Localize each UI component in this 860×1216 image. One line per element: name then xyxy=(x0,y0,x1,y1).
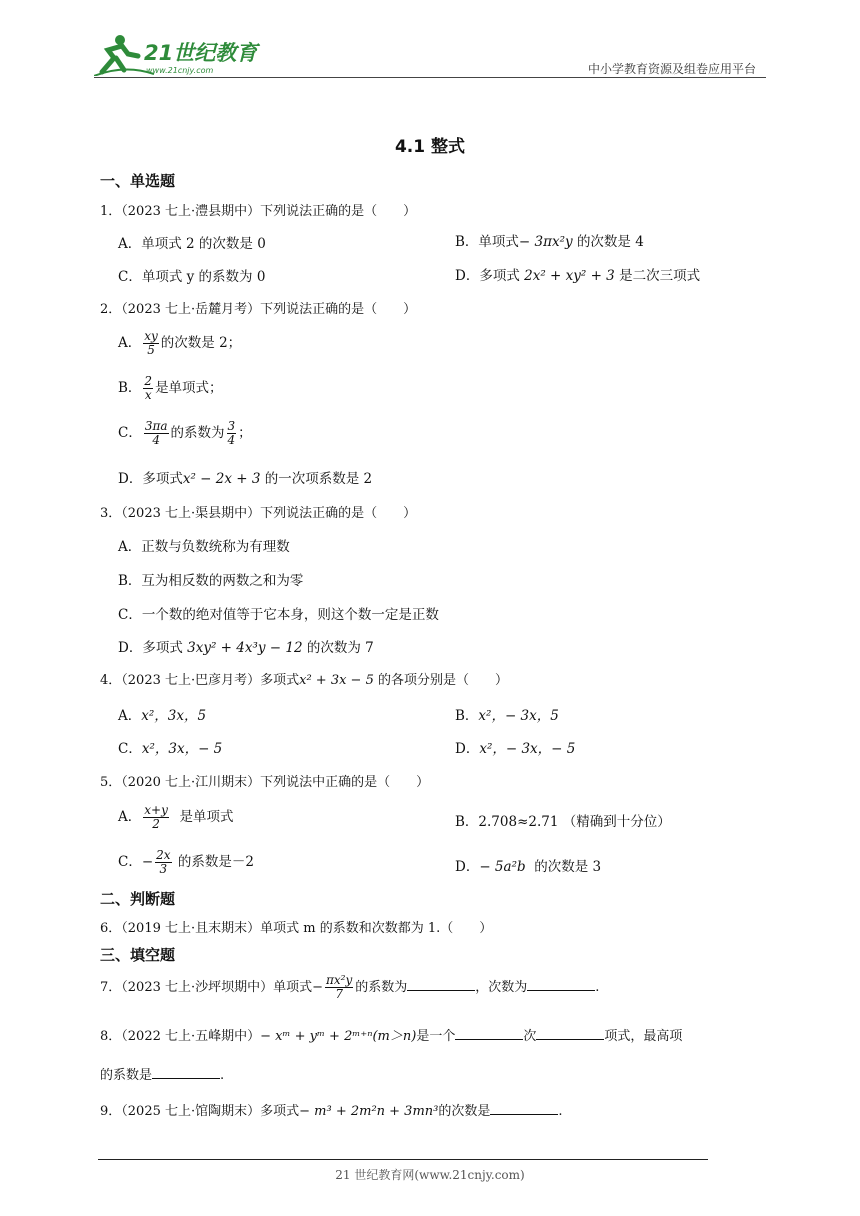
q4-option-d: D．x²，− 3x，− 5 xyxy=(455,741,576,757)
q2-option-c: C． $\frac{3\pi a}{4}$ 的系数为 $\frac{3}{4}$ ； xyxy=(118,419,252,447)
q5-option-d: D．− 5a²b 的次数是 3 xyxy=(455,859,602,875)
question-9-stem: 9．（2025 七上·馆陶期末）多项式− m³ + 2m²n + 3mn³的次数是 . xyxy=(100,1104,563,1119)
question-8-line2: 的系数是 . xyxy=(100,1068,225,1083)
question-7-stem: 7．（2023 七上·沙坪坝期中）单项式− $\frac{\text{πx²y}}{7}$ 的系数为 ，次数为 . xyxy=(100,973,600,1001)
q1-option-c: C．单项式 y 的系数为 0 xyxy=(118,269,266,285)
answer-blank[interactable] xyxy=(455,1027,523,1040)
section-heading-fill-blank: 三、填空题 xyxy=(100,946,176,964)
footer-divider xyxy=(98,1159,708,1160)
header-divider xyxy=(94,77,766,78)
q1-option-a: A．单项式 2 的次数是 0 xyxy=(118,236,266,252)
q5-option-b: B．2.708≈2.71 （精确到十分位） xyxy=(455,814,671,830)
page-title: 4.1 整式 xyxy=(394,137,466,157)
answer-blank[interactable] xyxy=(527,978,595,991)
q5-option-a: A． $\frac{x+y}{2}$ 是单项式 xyxy=(118,803,234,831)
q4-option-c: C．x²，3x，− 5 xyxy=(118,741,223,757)
answer-blank[interactable] xyxy=(536,1027,604,1040)
question-6-stem: 6．（2019 七上·且末期末）单项式 m 的系数和次数都为 1.（ ） xyxy=(100,921,493,936)
q3-option-c: C．一个数的绝对值等于它本身，则这个数一定是正数 xyxy=(118,607,439,623)
q3-option-d: D．多项式 3xy² + 4x³y − 12 的次数为 7 xyxy=(118,640,374,656)
section-heading-true-false: 二、判断题 xyxy=(100,890,176,908)
section-heading-single-choice: 一、单选题 xyxy=(100,172,176,190)
answer-blank[interactable] xyxy=(490,1102,558,1115)
answer-blank[interactable] xyxy=(407,978,475,991)
q1-option-d: D．多项式 2x² + xy² + 3 是二次三项式 xyxy=(455,268,701,284)
q4-option-a: A．x²，3x，5 xyxy=(118,708,207,724)
answer-blank[interactable] xyxy=(152,1066,220,1079)
logo-icon xyxy=(94,32,264,76)
q3-option-b: B．互为相反数的两数之和为零 xyxy=(118,573,304,589)
q2-option-d: D．多项式x² − 2x + 3 的一次项系数是 2 xyxy=(118,471,373,487)
page-header xyxy=(94,30,766,80)
question-5-stem: 5．（2020 七上·江川期末）下列说法中正确的是（ ） xyxy=(100,775,430,790)
question-3-stem: 3．（2023 七上·渠县期中）下列说法正确的是（ ） xyxy=(100,506,417,521)
svg-text:www.21cnjy.com: www.21cnjy.com xyxy=(146,66,214,75)
question-1-stem: 1．（2023 七上·澧县期中）下列说法正确的是（ ） xyxy=(100,204,417,219)
svg-text:21世纪教育: 21世纪教育 xyxy=(144,41,258,65)
q2-option-b: B． $\frac{2}{x}$ 是单项式； xyxy=(118,374,223,402)
q2-option-a: A． $\frac{xy}{5}$ 的次数是 2； xyxy=(118,329,242,357)
q1-option-b: B．单项式− 3πx²y 的次数是 4 xyxy=(455,234,644,250)
q5-option-c: C．− $\frac{2x}{3}$ 的系数是－2 xyxy=(118,848,254,876)
question-2-stem: 2．（2023 七上·岳麓月考）下列说法正确的是（ ） xyxy=(100,302,417,317)
question-4-stem: 4．（2023 七上·巴彦月考）多项式x² + 3x − 5 的各项分别是（ ） xyxy=(100,673,509,688)
q3-option-a: A．正数与负数统称为有理数 xyxy=(118,539,290,555)
question-8-stem: 8．（2022 七上·五峰期中）− xᵐ + yᵐ + 2ᵐ⁺ⁿ(m＞n)是一个 次 项式，最高项 xyxy=(100,1029,683,1044)
header-platform-text: 中小学教育资源及组卷应用平台 xyxy=(587,62,756,76)
footer-text: 21 世纪教育网(www.21cnjy.com) xyxy=(335,1168,525,1182)
q4-option-b: B．x²，− 3x，5 xyxy=(455,708,559,724)
